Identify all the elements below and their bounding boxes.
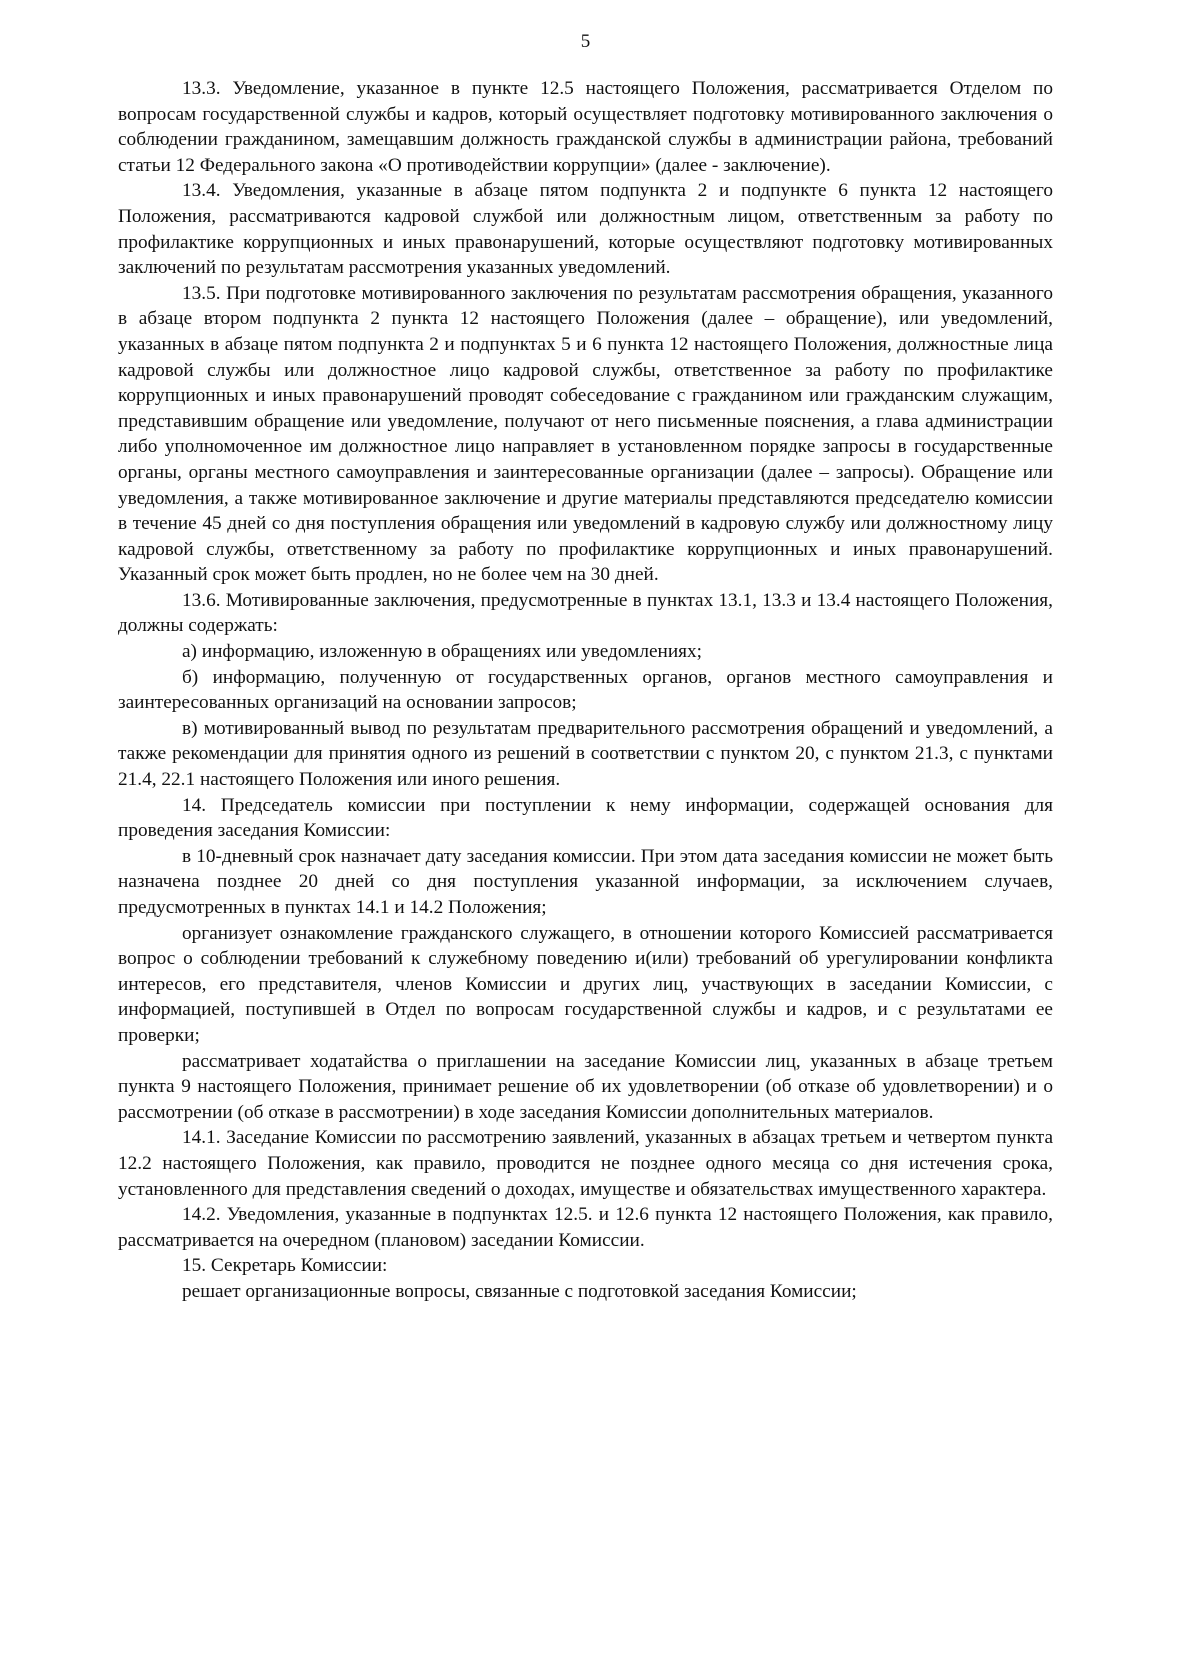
paragraph-14-1: 14.1. Заседание Комиссии по рассмотрению заявлений, указанных в абзацах третьем и четвертом пункта 12.2 настоящего Положения, как правило, проводится не позднее одного месяца со дня истечения срока, установленного для представления сведений о доходах, имуществе и обязательствах имущественного характера. <box>118 1127 1053 1200</box>
paragraph-14-petitions: рассматривает ходатайства о приглашении на заседание Комиссии лиц, указанных в абзаце третьем пункта 9 настоящего Положения, принимает решение об их удовлетворении (об отказе об удовлетворении) и о рассмотрении (об отказе в рассмотрении) в ходе заседания Комиссии дополнительных материалов. <box>118 1050 1053 1123</box>
paragraph-13-4: 13.4. Уведомления, указанные в абзаце пятом подпункта 2 и подпункте 6 пункта 12 настоящего Положения, рассматриваются кадровой службой или должностным лицом, ответственным за работу по профилактике коррупционных и иных правонарушений, которые осуществляют подготовку мотивированных заключений по результатам рассмотрения указанных уведомлений. <box>118 180 1053 279</box>
paragraph-14-familiarize: организует ознакомление гражданского служащего, в отношении которого Комиссией рассматривается вопрос о соблюдении требований к служебному поведению и(или) требований об урегулировании конфликта интересов, его представителя, членов Комиссии и других лиц, участвующих в заседании Комиссии, с информацией, поступившей в Отдел по вопросам государственной службы и кадров, и с результатами ее проверки; <box>118 922 1053 1046</box>
paragraph-14-2: 14.2. Уведомления, указанные в подпунктах 12.5. и 12.6 пункта 12 настоящего Положения, как правило, рассматривается на очередном (плановом) заседании Комиссии. <box>118 1204 1053 1251</box>
list-item-b: б) информацию, полученную от государственных органов, органов местного самоуправления и заинтересованных организаций на основании запросов; <box>118 666 1053 714</box>
paragraph-15: 15. Секретарь Комиссии: <box>182 1255 388 1277</box>
list-item-v: в) мотивированный вывод по результатам предварительного рассмотрения обращений и уведомлений, а также рекомендации для принятия одного из решений в соответствии с пунктом 20, с пунктом 21.3, с пунктами 21.4, 22.1 настоящего Положения или иного решения. <box>118 717 1053 791</box>
paragraph-13-5: 13.5. При подготовке мотивированного заключения по результатам рассмотрения обращения, указанного в абзаце втором подпункта 2 пункта 12 настоящего Положения (далее – обращение), или уведомлений, указанных в абзаце пятом подпункта 2 и подпунктах 5 и 6 пункта 12 настоящего Положения, должностные лица кадровой службы или должностное лицо кадровой службы, ответственное за работу по профилактике коррупционных и иных правонарушений проводят собеседование с гражданином или гражданским служащим, представившим обращение или уведомление, получают от него письменные пояснения, а глава администрации либо уполномоченное им должностное лицо направляет в установленном порядке запросы в государственные органы, органы местного самоуправления и заинтересованные организации (далее – запросы). Обращение или уведомления, а также мотивированное заключение и другие материалы представляются председателю комиссии в течение 45 дней со дня поступления обращения или уведомлений в кадровую службу или должностному лицу кадровой службы, ответственному за работу по профилактике коррупционных и иных правонарушений. Указанный срок может быть продлен, но не более чем на 30 дней. <box>118 282 1053 586</box>
list-item-a: а) информацию, изложенную в обращениях или уведомлениях; <box>182 641 702 663</box>
paragraph-13-3: 13.3. Уведомление, указанное в пункте 12.5 настоящего Положения, рассматривается Отделом по вопросам государственной службы и кадров, который осуществляет подготовку мотивированного заключения о соблюдении гражданином, замещавшим должность гражданской службы в администрации района, требований статьи 12 Федерального закона «О противодействии коррупции» (далее - заключение). <box>118 78 1053 176</box>
paragraph-14: 14. Председатель комиссии при поступлении к нему информации, содержащей основания для проведения заседания Комиссии: <box>118 794 1053 842</box>
paragraph-15-tasks: решает организационные вопросы, связанные с подготовкой заседания Комиссии; <box>182 1280 857 1302</box>
page-number: 5 <box>580 31 591 52</box>
paragraph-14-date: в 10-дневный срок назначает дату заседания комиссии. При этом дата заседания комиссии не может быть назначена позднее 20 дней со дня поступления указанной информации, за исключением случаев, предусмотренных в пунктах 14.1 и 14.2 Положения; <box>118 845 1053 918</box>
paragraph-13-6: 13.6. Мотивированные заключения, предусмотренные в пунктах 13.1, 13.3 и 13.4 настоящего Положения, должны содержать: <box>118 589 1053 637</box>
document-page <box>118 30 1053 1640</box>
